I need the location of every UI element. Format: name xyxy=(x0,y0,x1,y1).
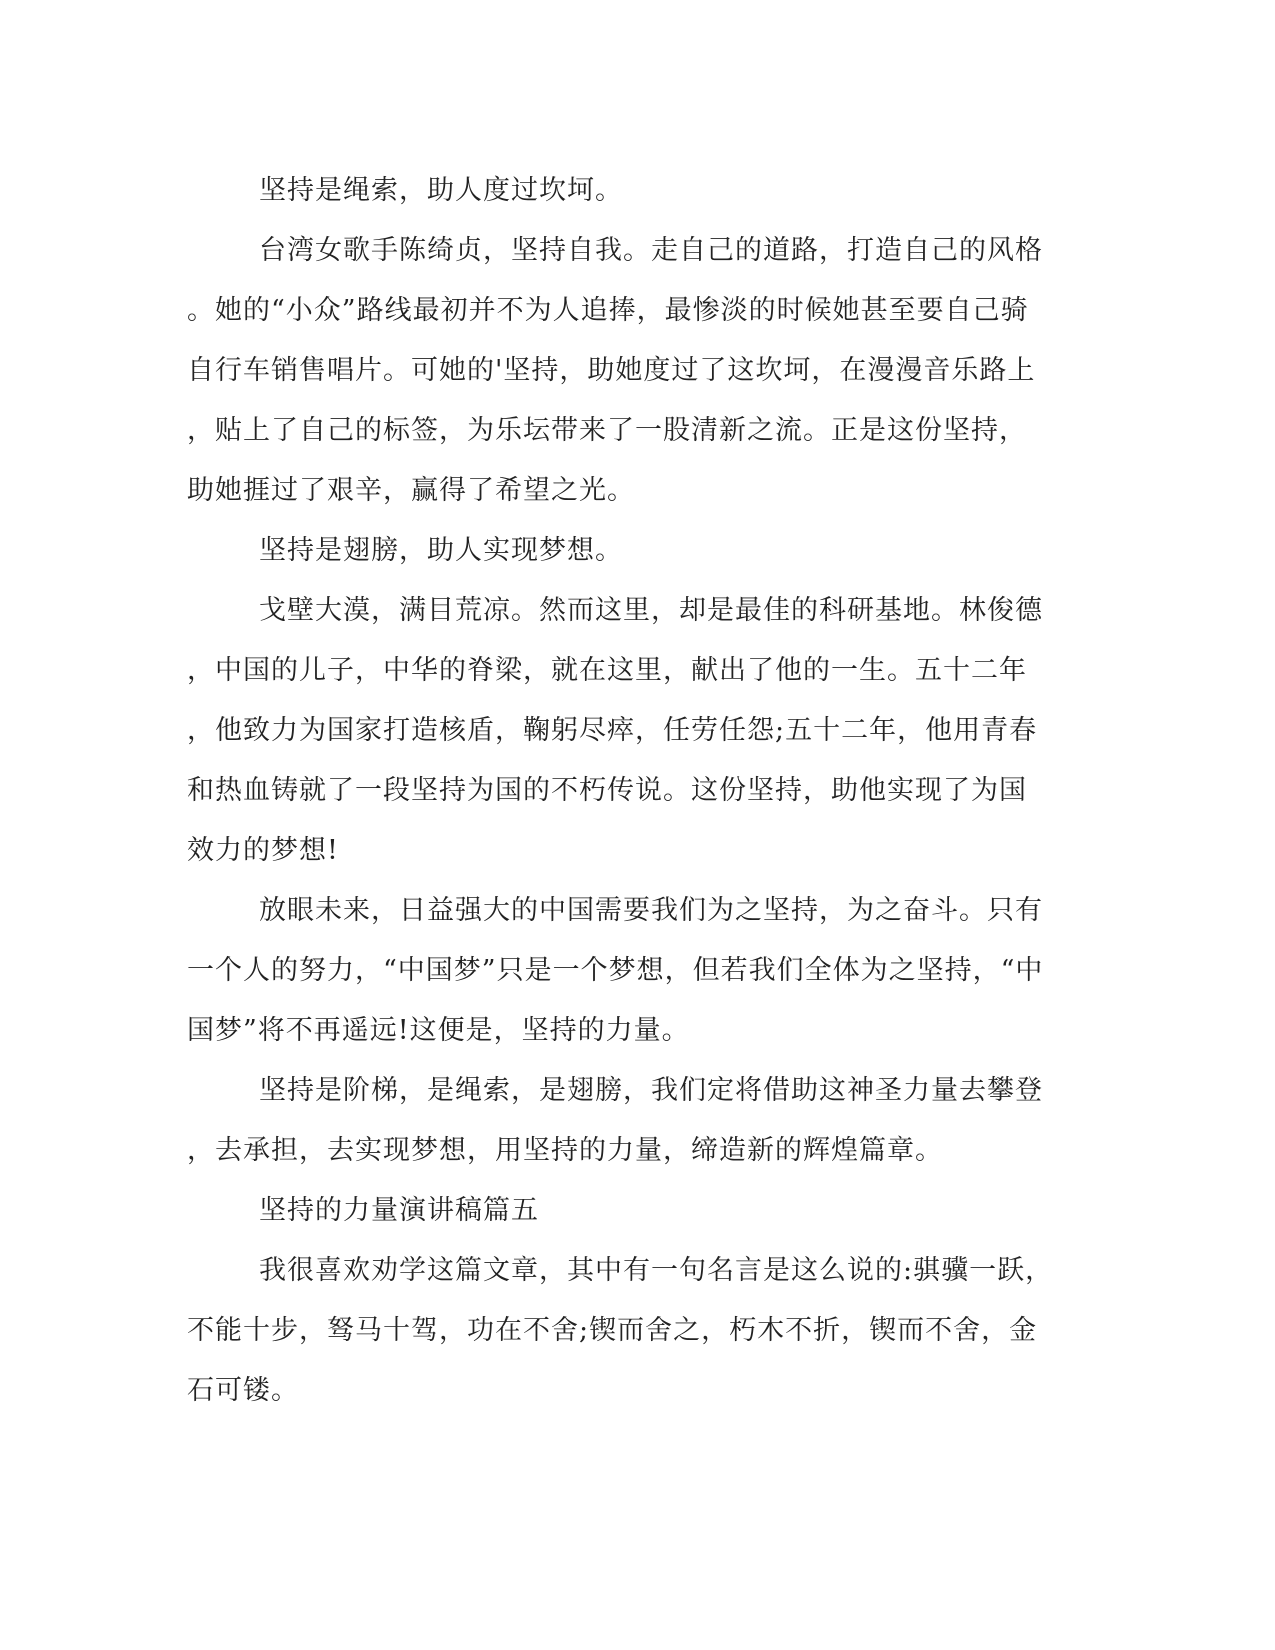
paragraph-line: 台湾女歌手陈绮贞，坚持自我。走自己的道路，打造自己的风格 xyxy=(259,235,1043,266)
paragraph-line: ，去承担，去实现梦想，用坚持的力量，缔造新的辉煌篇章。 xyxy=(187,1135,943,1166)
paragraph-line: ，中国的儿子，中华的脊梁，就在这里，献出了他的一生。五十二年 xyxy=(187,655,1027,686)
section-title: 坚持的力量演讲稿篇五 xyxy=(259,1195,539,1226)
paragraph-line: ，他致力为国家打造核盾，鞠躬尽瘁，任劳任怨;五十二年，他用青春 xyxy=(187,715,1038,746)
paragraph-line: 效力的梦想! xyxy=(187,835,339,866)
paragraph-line: 国梦”将不再遥远!这便是，坚持的力量。 xyxy=(187,1015,690,1046)
paragraph-line: 石可镂。 xyxy=(187,1375,299,1406)
paragraph-line: 。她的“小众”路线最初并不为人追捧，最惨淡的时候她甚至要自己骑 xyxy=(187,295,1029,326)
paragraph-line: 不能十步，驽马十驾，功在不舍;锲而舍之，朽木不折，锲而不舍，金 xyxy=(187,1315,1038,1346)
document-body xyxy=(187,161,1067,1421)
paragraph-line: 坚持是阶梯，是绳索，是翅膀，我们定将借助这神圣力量去攀登 xyxy=(259,1075,1043,1106)
paragraph-line: 我很喜欢劝学这篇文章，其中有一句名言是这么说的:骐骥一跃， xyxy=(259,1255,1054,1286)
heading-rope: 坚持是绳索，助人度过坎坷。 xyxy=(259,175,623,206)
paragraph-line: 放眼未来，日益强大的中国需要我们为之坚持，为之奋斗。只有 xyxy=(259,895,1043,926)
paragraph-line: 助她捱过了艰辛，赢得了希望之光。 xyxy=(187,475,635,506)
paragraph-line: 一个人的努力，“中国梦”只是一个梦想，但若我们全体为之坚持，“中 xyxy=(187,955,1044,986)
paragraph-line: 和热血铸就了一段坚持为国的不朽传说。这份坚持，助他实现了为国 xyxy=(187,775,1027,806)
paragraph-line: ，贴上了自己的标签，为乐坛带来了一股清新之流。正是这份坚持， xyxy=(187,415,1027,446)
paragraph-line: 自行车销售唱片。可她的'坚持，助她度过了这坎坷，在漫漫音乐路上 xyxy=(187,355,1036,386)
heading-wings: 坚持是翅膀，助人实现梦想。 xyxy=(259,535,623,566)
paragraph-line: 戈壁大漠，满目荒凉。然而这里，却是最佳的科研基地。林俊德 xyxy=(259,595,1043,626)
